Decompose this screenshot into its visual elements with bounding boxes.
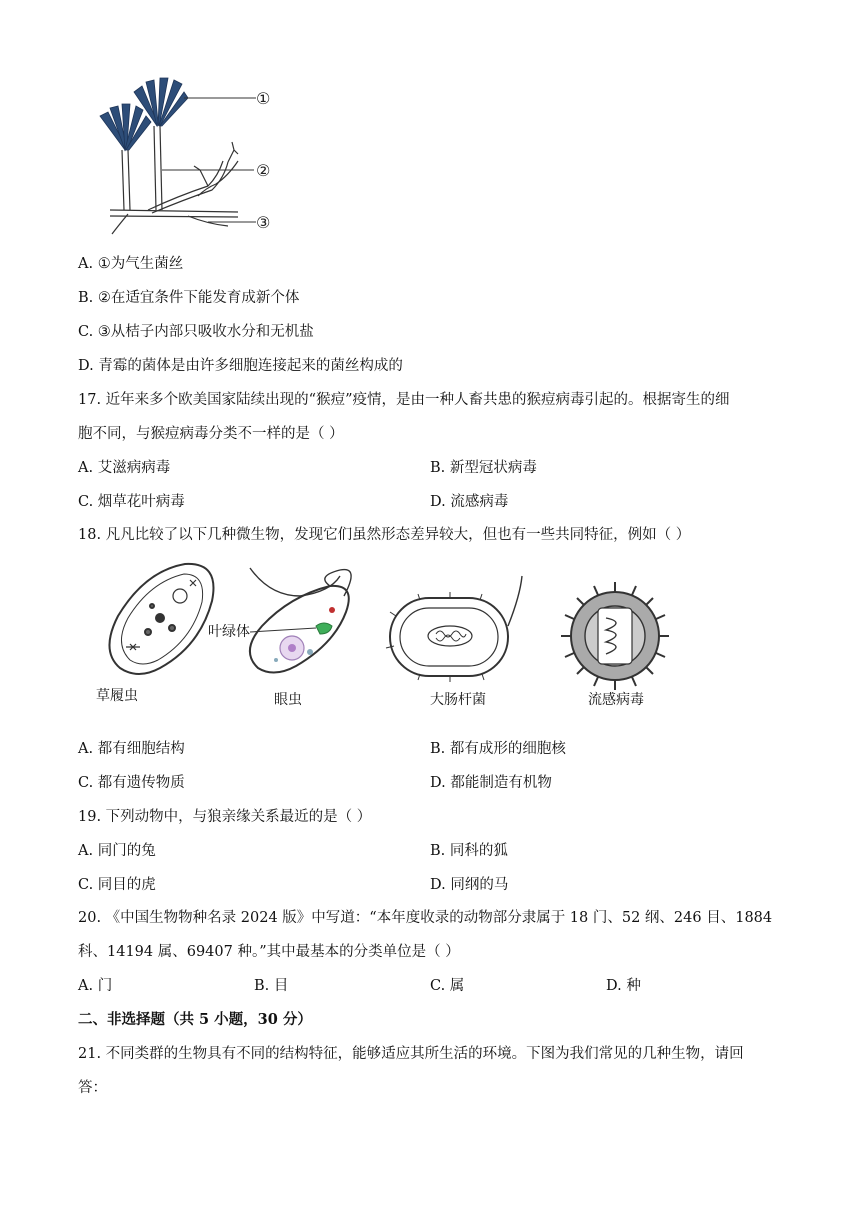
q20-option-d: D. 种 <box>606 978 641 994</box>
q21-stem-line1: 21. 不同类群的生物具有不同的结构特征，能够适应其所生活的环境。下图为我们常见的几种生物，请回 <box>78 1046 744 1062</box>
q19-option-c: C. 同目的虎 <box>78 877 156 893</box>
microorganisms-figure <box>90 556 670 716</box>
label-euglena: 眼虫 <box>274 692 302 708</box>
label-paramecium: 草履虫 <box>96 688 138 704</box>
q18-option-b: B. 都有成形的细胞核 <box>430 741 566 757</box>
q17-option-d: D. 流感病毒 <box>430 494 509 510</box>
q17-stem-line1: 17. 近年来多个欧美国家陆续出现的“猴痘”疫情，是由一种人畜共患的猴痘病毒引起的。根据寄生的细 <box>78 392 730 408</box>
q17-option-b: B. 新型冠状病毒 <box>430 460 537 476</box>
penicillium-figure <box>88 66 288 238</box>
label-ecoli: 大肠杆菌 <box>430 692 486 708</box>
q20-option-a: A. 门 <box>78 978 113 994</box>
ecoli-drawing <box>386 576 522 682</box>
q19-option-b: B. 同科的狐 <box>430 843 508 859</box>
q18-stem: 18. 凡凡比较了以下几种微生物，发现它们虽然形态差异较大，但也有一些共同特征，例如（ ） <box>78 527 691 543</box>
q16-option-c: C. ③从桔子内部只吸收水分和无机盐 <box>78 324 314 340</box>
q20-option-b: B. 目 <box>254 978 289 994</box>
q20-stem-line1: 20. 《中国生物物种名录 2024 版》中写道：“本年度收录的动物部分隶属于 18 门、52 纲、246 目、1884 <box>78 910 773 926</box>
figure-label-3: ③ <box>256 213 271 232</box>
q17-option-a: A. 艾滋病病毒 <box>78 460 171 476</box>
figure-label-1: ① <box>256 89 271 108</box>
label-chloroplast: 叶绿体 <box>208 624 250 640</box>
q17-option-c: C. 烟草花叶病毒 <box>78 494 185 510</box>
q20-option-c: C. 属 <box>430 978 465 994</box>
q19-option-a: A. 同门的兔 <box>78 843 156 859</box>
q21-stem-line2: 答： <box>78 1080 107 1096</box>
section-heading: 二、非选择题（共 5 小题，30 分） <box>78 1011 312 1028</box>
q19-stem: 19. 下列动物中，与狼亲缘关系最近的是（ ） <box>78 809 372 825</box>
paramecium-drawing <box>109 564 213 674</box>
q16-option-d: D. 青霉的菌体是由许多细胞连接起来的菌丝构成的 <box>78 358 403 374</box>
figure-label-2: ② <box>256 161 271 180</box>
euglena-drawing <box>250 568 351 673</box>
q16-option-a: A. ①为气生菌丝 <box>78 256 184 272</box>
label-influenza-virus: 流感病毒 <box>588 692 644 708</box>
q18-option-c: C. 都有遗传物质 <box>78 775 185 791</box>
q19-option-d: D. 同纲的马 <box>430 877 509 893</box>
q20-stem-line2: 科、14194 属、69407 种。”其中最基本的分类单位是（ ） <box>78 944 460 960</box>
q17-stem-line2: 胞不同，与猴痘病毒分类不一样的是（ ） <box>78 426 344 442</box>
q18-option-d: D. 都能制造有机物 <box>430 775 552 791</box>
q16-option-b: B. ②在适宜条件下能发育成新个体 <box>78 290 300 306</box>
influenza-virus-drawing <box>561 582 669 690</box>
q18-option-a: A. 都有细胞结构 <box>78 741 185 757</box>
